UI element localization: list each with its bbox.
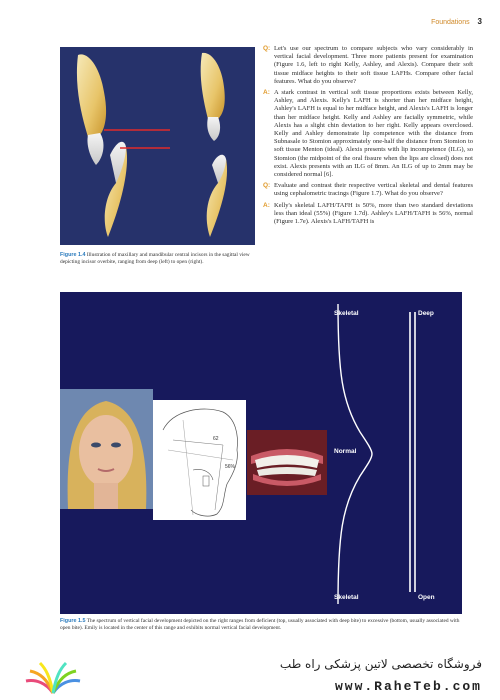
qa-text: A stark contrast in vertical soft tissue proportions exists between Kelly, Ashley, and Alexis. Kelly's LAFH is shorter than her midface height, Ashley's LAFH is equal to her midface height, and Alexis's LAFH is longer than her midface height. Kelly and Ashley are facially symmetric, while Alexis has a slight chin deviation to her right. Kelly appears overclosed. Kelly and Ashley demonstrate lip competence with the distance from Subnasale to Stomion approximately one-half the distance from Stomion to soft tissue Menton (ideal). Alexis presents with lip incompetence (ILG), so Stomion (the midpoint of the oral fissure when the lips are closed) does not exist. Alexis presents with an ILG of 8mm. An ILG of up to 2mm may be considered normal [6]. [274, 89, 473, 179]
qa-marker: Q: [263, 182, 271, 190]
figure-1-4-illustration [60, 47, 255, 245]
qa-marker: A: [263, 89, 270, 97]
qa-marker: Q: [263, 45, 271, 52]
label-normal: Normal [334, 448, 357, 455]
figure-1-4-caption [60, 252, 255, 266]
figure-1-5-caption [60, 618, 465, 632]
qa-item [263, 45, 473, 86]
qa-item [263, 182, 473, 198]
qa-column [263, 45, 473, 229]
qa-item [263, 89, 473, 179]
figure-label: Figure 1.5 [60, 618, 86, 624]
qa-item [263, 202, 473, 227]
running-header [431, 17, 482, 26]
qa-text: Kelly's skeletal LAFH/TAFH is 50%, more than two standard deviations less than ideal (55%) (Figure 1.7d). Ashley's LAFH/TAFH is 56%, normal (Figure 1.7e). Alexis's LAFH/TAFH is [274, 201, 473, 226]
label-skeletal-top: Skeletal [334, 310, 359, 317]
deep-bite-incisors [77, 54, 170, 237]
page-number: 3 [477, 17, 482, 26]
cephalometric-tracing [153, 400, 246, 520]
figure-1-5-spectrum [60, 292, 462, 614]
section-title: Foundations [431, 19, 470, 26]
qa-text: Evaluate and contrast their respective vertical skeletal and dental features using cephalometric tracings (Figure 1.7). What do you observe? [274, 182, 473, 198]
label-deep: Deep [418, 310, 434, 317]
open-bite-incisors [201, 53, 227, 237]
store-banner [0, 655, 500, 700]
caption-text: The spectrum of vertical facial development depicted on the right ranges from deficient (top, usually associated with deep bite) to excessive (bottom, usually associated with open bite). Emily is located in the center of this range and exhibits normal vertical facial development. [60, 618, 460, 631]
store-url[interactable]: www.RaheTeb.com [334, 679, 482, 694]
book-logo-icon [22, 659, 84, 697]
qa-text: Let's use our spectrum to compare subjects who vary considerably in vertical facial development. Three more patients present for examination (Figure 1.6, left to right Kelly, Ashley, and Alexis). Compare their soft tissue midface heights to their soft tissue LAFHs. Compare other facial features. What do you observe? [274, 45, 473, 85]
label-skeletal-bottom: Skeletal [334, 594, 359, 601]
ceph-value-b: 56% [225, 464, 236, 470]
label-open: Open [418, 594, 435, 601]
teeth-photo [247, 430, 327, 495]
caption-text: Illustration of maxillary and mandibular central incisors in the sagittal view depicting incisor overbite, ranging from deep (left) to open (right). [60, 252, 250, 265]
ceph-value-a: 62 [213, 436, 219, 442]
qa-marker: A: [263, 201, 270, 209]
figure-label: Figure 1.4 [60, 252, 86, 258]
store-name: فروشگاه تخصصی لاتین پزشکی راه طب [279, 657, 482, 671]
face-photo [60, 389, 153, 509]
